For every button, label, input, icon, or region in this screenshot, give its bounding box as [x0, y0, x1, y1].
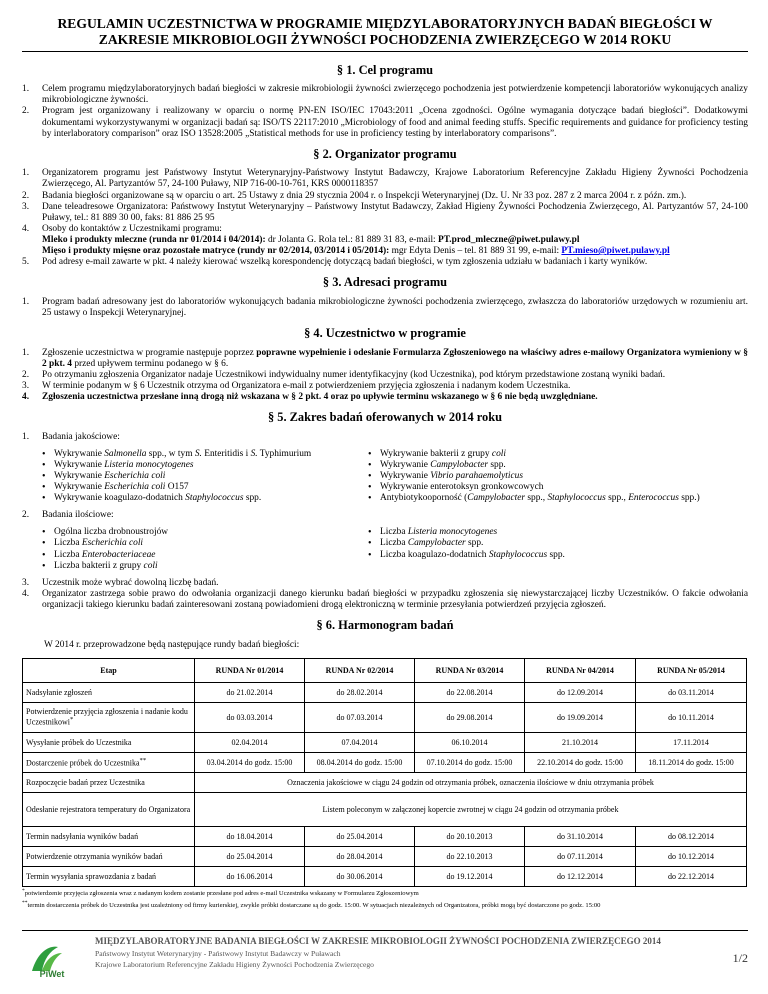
list-item: 1. Program badań adresowany jest do laboratoriów wykonujących badania mikrobiologiczne żywności pochodzenia zwierzęcego, zwłaszcza do laboratoriów urzędowych w rozumieniu art. 25 ustawy o Inspekcji Weterynaryjnej.	[22, 296, 748, 318]
list-item: • Wykrywanie Escherichia coli	[42, 471, 368, 482]
section-5-heading: § 5. Zakres badań oferowanych w 2014 roku	[267, 410, 503, 425]
list-item: • Liczba Enterobacteriaceae	[42, 550, 368, 561]
qualitative-right-list	[368, 449, 748, 504]
page-footer	[22, 930, 748, 986]
milk-email: PT.prod_mleczne@piwet.pulawy.pl	[438, 234, 580, 245]
col-header: RUNDA Nr 03/2014	[415, 658, 525, 682]
list-item: • Wykrywanie koagulazo-dodatnich Staphylococcus spp.	[42, 493, 368, 504]
list-item: • Wykrywanie Vibrio parahaemolyticus	[368, 471, 748, 482]
list-item: 4. Osoby do kontaktów z Uczestnikami programu: Mleko i produkty mleczne (runda nr 01/2014 i 04/2014): dr Jolanta G. Rola tel.: 81 889 31 83, e-mail: PT.prod_mleczne@piwet.pulawy.pl Mięso i produkty mięsne oraz pozostałe matryce (rundy nr 02/2014, 03/2014 i 05/2014): mgr Edyta Denis – tel. 81 889 31 99, e-mail: PT.mieso@piwet.pulawy.pl	[22, 223, 670, 256]
section-5-list-2	[22, 510, 748, 521]
document-title: REGULAMIN UCZESTNICTWA W PROGRAMIE MIĘDZYLABORATORYJNYCH BADAŃ BIEGŁOŚCI W ZAKRESIE MIKROBIOLOGII ŻYWNOŚCI POCHODZENIA ZWIERZĘCEGO W 2014 ROKU	[57, 16, 713, 48]
list-item: • Wykrywanie Escherichia coli O157	[42, 482, 368, 493]
quantitative-left-list	[42, 527, 368, 571]
table-row: Potwierdzenie przyjęcia zgłoszenia i nadanie kodu Uczestnikowi* do 03.03.2014 do 07.03.2014 do 29.08.2014 do 19.09.2014 do 10.11.2014	[23, 702, 747, 732]
table-row: Potwierdzenie otrzymania wyników badań do 25.04.2014 do 28.04.2014 do 22.10.2013 do 07.11.2014 do 10.12.2014	[23, 846, 747, 866]
list-item: 1. Badania jakościowe:	[22, 431, 120, 442]
table-header-row	[23, 658, 747, 682]
schedule-table	[22, 658, 747, 887]
table-row: Rozpoczęcie badań przez Uczestnika Oznaczenia jakościowe w ciągu 24 godzin od otrzymania próbek, oznaczenia ilościowe w dniu otrzymania próbek	[23, 772, 747, 792]
list-item: 4. Organizator zastrzega sobie prawo do odwołania organizacji danego kierunku badań biegłości w przypadku zgłoszenia się niewystarczającej liczby Uczestników. O fakcie odwołania organizacji takiego kierunku badań zainteresowani zostaną powiadomieni drogą elektroniczną w terminie przesyłania potwierdzeń przyjęcia zgłoszeń.	[22, 588, 748, 610]
col-header: RUNDA Nr 05/2014	[636, 658, 747, 682]
table-row: Termin wysyłania sprawozdania z badań do 16.06.2014 do 30.06.2014 do 19.12.2014 do 12.12.2014 do 22.12.2014	[23, 866, 747, 886]
section-2-list	[22, 168, 748, 268]
document-page	[22, 16, 748, 911]
section-4-heading: § 4. Uczestnictwo w programie	[304, 326, 466, 340]
list-item: • Liczba Listeria monocytogenes	[368, 527, 748, 538]
table-row: Nadsyłanie zgłoszeń do 21.02.2014 do 28.02.2014 do 22.08.2014 do 12.09.2014 do 03.11.2014	[23, 682, 747, 702]
col-header: RUNDA Nr 01/2014	[195, 658, 305, 682]
section-3-heading: § 3. Adresaci programu	[322, 275, 448, 290]
list-item: • Wykrywanie Salmonella spp., w tym S. Enteritidis i S. Typhimurium	[42, 449, 368, 460]
footnote-1: *potwierdzenie przyjęcia zgłoszenia wraz z nadanym kodem zostanie przesłane pod adres e-mail Uczestnika wskazany w Formularzu Zgłoszeniowym	[22, 887, 419, 897]
footnote-2: **termin dostarczenia próbek do Uczestnika jest uzależniony od firmy kurierskiej, zwykle próbki dostarczane są do godz. 15:00. W sytuacjach niezależnych od Organizatora, próbki mogą być dostarczone po godz. 15:00	[22, 899, 601, 910]
list-item: • Liczba Escherichia coli	[42, 538, 368, 549]
title-rule	[22, 51, 748, 52]
list-item: • Wykrywanie bakterii z grupy coli	[368, 449, 748, 460]
section-5-list	[22, 432, 748, 443]
page-number: 1/2	[732, 951, 748, 965]
list-item: 3. Uczestnik może wybrać dowolną liczbę badań.	[22, 577, 219, 588]
qualitative-tests	[22, 449, 748, 504]
list-item: 2. Badania biegłości organizowane są w oparciu o art. 25 Ustawy z dnia 29 stycznia 2004 r. o Inspekcji Weterynaryjnej (Dz. U. Nr 33 poz. 287 z 2 marca 2004 r. z późn. zm.).	[22, 190, 687, 201]
list-item: • Ogólna liczba drobnoustrojów	[42, 527, 368, 538]
list-item: • Antybiotykooporność (Campylobacter spp., Staphylococcus spp., Enterococcus spp.)	[368, 493, 748, 504]
quantitative-right-list	[368, 527, 748, 571]
list-item: • Liczba bakterii z grupy coli	[42, 561, 368, 572]
list-item: • Wykrywanie Campylobacter spp.	[368, 460, 748, 471]
list-item: 2. Po otrzymaniu zgłoszenia Organizator nadaje Uczestnikowi indywidualny numer identyfikacyjny (kod Uczestnika), pod którym przedstawione zostaną wyniki badań.	[22, 369, 666, 380]
meat-email-link[interactable]: PT.mieso@piwet.pulawy.pl	[561, 246, 670, 256]
table-row: Wysyłanie próbek do Uczestnika 02.04.2014 07.04.2014 06.10.2014 21.10.2014 17.11.2014	[23, 732, 747, 752]
section-2-heading: § 2. Organizator programu	[313, 146, 457, 161]
col-header: RUNDA Nr 04/2014	[525, 658, 636, 682]
list-item: 2. Badania ilościowe:	[22, 510, 114, 521]
list-item: • Wykrywanie enterotoksyn gronkowcowych	[368, 482, 748, 493]
list-item: • Liczba koagulazo-dodatnich Staphylococcus spp.	[368, 550, 748, 561]
section-1-heading: § 1. Cel programu	[336, 62, 434, 77]
list-item: 1. Celem programu międzylaboratoryjnych badań biegłości w zakresie mikrobiologii żywności zwierzęcego pochodzenia jest potwierdzenie kompetencji laboratoriów wykonujących analizy mikrobiologiczne żywności.	[22, 84, 748, 106]
list-item: 2. Program jest organizowany i realizowany w oparciu o normę PN-EN ISO/IEC 17043:2011 „Ocena zgodności. Ogólne wymagania dotyczące badań biegłości”. Dodatkowymi dokumentami wykorzystywanymi w organizacji badań są: ISO/TS 22117:2010 „Microbiology of food and animal feeding stuffs. Specific requirements and guidance for proficiency testing by interlaboratory comparison” oraz ISO 13528:2005 „Statistical methods for use in proficiency testing by interlaboratory comparisons”.	[22, 106, 748, 139]
section-1-list	[22, 84, 748, 139]
list-item: 4. Zgłoszenia uczestnictwa przesłane inną drogą niż wskazana w § 2 pkt. 4 oraz po upływie terminu wskazanego w § 6 nie będą uwzględniane.	[22, 392, 598, 402]
list-item: • Wykrywanie Listeria monocytogenes	[42, 460, 368, 471]
footer-line-2: Krajowe Laboratorium Referencyjne Zakładu Higieny Żywności Pochodzenia Zwierzęcego	[95, 960, 374, 969]
svg-text:PiWet: PiWet	[39, 969, 65, 979]
footer-title: MIĘDZYLABORATORYJNE BADANIA BIEGŁOŚCI W ZAKRESIE MIKROBIOLOGII ŻYWNOŚCI POCHODZENIA ZWIERZĘCEGO 2014	[95, 936, 661, 946]
list-item: 1. Organizatorem programu jest Państwowy Instytut Weterynaryjny-Państwowy Instytut Badawczy, Krajowe Laboratorium Referencyjne Zakładu Higieny Żywności Pochodzenia Zwierzęcego, Al. Partyzantów 57, 24-100 Puławy, NIP 716-00-10-761, KRS 0000118357	[22, 168, 748, 190]
list-item: • Liczba Campylobacter spp.	[368, 538, 748, 549]
table-row: Dostarczenie próbek do Uczestnika** 03.04.2014 do godz. 15:00 08.04.2014 do godz. 15:00 07.10.2014 do godz. 15:00 22.10.2014 do godz. 15:00 18.11.2014 do godz. 15:00	[23, 752, 747, 772]
list-item: 3. W terminie podanym w § 6 Uczestnik otrzyma od Organizatora e-mail z potwierdzeniem przyjęcia zgłoszenia i nadanym kodem Uczestnika.	[22, 380, 571, 391]
section-4-list	[22, 348, 748, 403]
section-6-heading: § 6. Harmonogram badań	[316, 618, 454, 633]
quantitative-tests	[22, 527, 748, 571]
piwet-logo-icon	[28, 941, 76, 979]
schedule-intro: W 2014 r. przeprowadzone będą następujące rundy badań biegłości:	[44, 639, 300, 650]
list-item: 5. Pod adresy e-mail zawarte w pkt. 4 należy kierować wszelką korespondencję dotyczącą badań biegłości, w tym zgłoszenia udziału w badaniach i karty wyników.	[22, 257, 648, 268]
table-row: Odesłanie rejestratora temperatury do Organizatora Listem poleconym w załączonej kopercie zwrotnej w ciągu 24 godzin od otrzymania próbek	[23, 792, 747, 826]
col-header: RUNDA Nr 02/2014	[305, 658, 415, 682]
list-item: 1. Zgłoszenie uczestnictwa w programie następuje poprzez poprawne wypełnienie i odesłanie Formularza Zgłoszeniowego na właściwy adres e-mailowy Organizatora wymieniony w § 2 pkt. 4 przed upływem terminu podanego w § 6.	[22, 347, 748, 369]
section-5-list-3	[22, 578, 748, 611]
section-3-list	[22, 297, 748, 319]
col-header: Etap	[23, 658, 195, 682]
list-item: 3. Dane teleadresowe Organizatora: Państwowy Instytut Weterynaryjny – Państwowy Instytut Badawczy, Zakład Higieny Żywności Pochodzenia Zwierzęcego, Al. Partyzantów 57, 24-100 Puławy, tel.: 81 889 30 00, faks: 81 886 25 95	[22, 201, 748, 223]
qualitative-left-list	[42, 449, 368, 504]
table-row: Termin nadsyłania wyników badań do 18.04.2014 do 25.04.2014 do 20.10.2013 do 31.10.2014 do 08.12.2014	[23, 826, 747, 846]
footer-line-1: Państwowy Instytut Weterynaryjny - Państwowy Instytut Badawczy w Puławach	[95, 949, 341, 958]
